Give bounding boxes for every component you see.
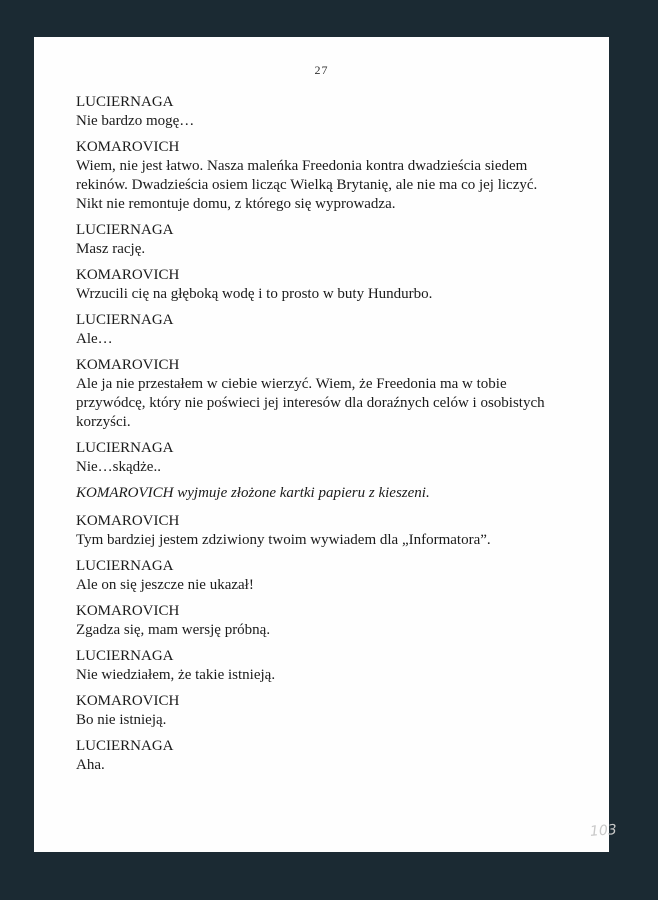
dialogue-block [76,266,576,304]
dialogue-line: Ale ja nie przestałem w ciebie wierzyć. Wiem, że Freedonia ma w tobie [76,376,507,392]
dialogue-line: Bo nie istnieją. [76,712,167,728]
dialogue-line: Nikt nie remontuje domu, z którego się wyprowadza. [76,196,396,212]
document-page [34,37,618,852]
dialogue-line: Nie wiedziałem, że takie istnieją. [76,667,276,683]
dialogue-line: Masz rację. [76,241,146,257]
speaker-name: KOMAROVICH [76,603,180,619]
page-number: 27 [314,63,329,77]
speaker-name: LUCIERNAGA [76,440,174,456]
dialogue-block [76,93,576,131]
dialogue-block [76,647,576,685]
dialogue-line: korzyści. [76,414,131,430]
dialogue-block [76,557,576,595]
speaker-name: LUCIERNAGA [76,94,174,110]
handwritten-page-mark: 103 [589,822,618,840]
dialogue-line: Wrzucili cię na głęboką wodę i to prosto w buty Hundurbo. [76,286,433,302]
stage-direction: KOMAROVICH wyjmuje złożone kartki papieru z kieszeni. [76,485,430,501]
dialogue-line: Zgadza się, mam wersję próbną. [76,622,271,638]
speaker-name: KOMAROVICH [76,357,180,373]
speaker-name: KOMAROVICH [76,513,180,529]
dialogue-line: Nie…skądże.. [76,459,161,475]
dialogue-line: Aha. [76,757,105,773]
speaker-name: LUCIERNAGA [76,558,174,574]
dialogue-line: Tym bardziej jestem zdziwiony twoim wywiadem dla „Informatora”. [76,532,491,548]
dialogue-block [76,311,576,349]
dialogue-line: Ale… [76,331,113,347]
speaker-name: LUCIERNAGA [76,738,174,754]
dialogue-line: Nie bardzo mogę… [76,113,195,129]
speaker-name: LUCIERNAGA [76,312,174,328]
dialogue-line: rekinów. Dwadzieścia osiem licząc Wielką Brytanię, ale nie ma co jej liczyć. [76,177,538,193]
dialogue-block [76,221,576,259]
dialogue-block [76,737,576,775]
dialogue-block [76,356,576,432]
dialogue-block [76,439,576,477]
speaker-name: KOMAROVICH [76,139,180,155]
dialogue-block [76,692,576,730]
dialogue-line: przywódcę, który nie poświeci jej interesów dla doraźnych celów i osobistych [76,395,545,411]
dialogue-block [76,602,576,640]
dialogue-line: Wiem, nie jest łatwo. Nasza maleńka Freedonia kontra dwadzieścia siedem [76,158,528,174]
speaker-name: KOMAROVICH [76,267,180,283]
speaker-name: KOMAROVICH [76,693,180,709]
speaker-name: LUCIERNAGA [76,222,174,238]
script-body [76,93,576,782]
speaker-name: LUCIERNAGA [76,648,174,664]
dialogue-block [76,138,576,214]
dialogue-block [76,512,576,550]
dialogue-line: Ale on się jeszcze nie ukazał! [76,577,254,593]
